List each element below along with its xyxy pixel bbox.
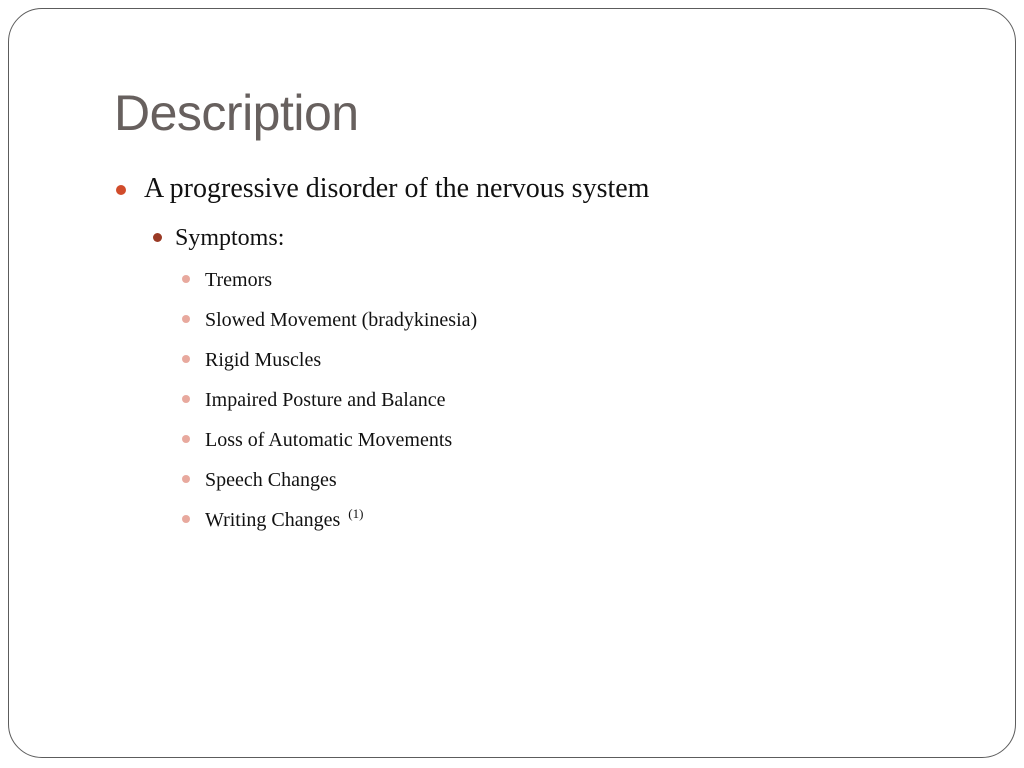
bullet-dot-icon [182,475,190,483]
bullet-symptoms [175,223,284,253]
symptom-text: Slowed Movement (bradykinesia) [205,309,478,331]
bullet-symptoms-text: Symptoms: [175,225,285,251]
bullet-main-text: A progressive disorder of the nervous system [144,173,650,204]
bullet-dot-icon [182,515,190,523]
symptom-item [205,347,321,373]
symptom-item [205,307,477,333]
symptom-item [205,427,452,453]
symptom-text: Tremors [205,269,273,291]
bullet-dot-icon [182,395,190,403]
symptom-item [205,507,363,533]
bullet-main [144,172,649,206]
slide-title: Description [114,85,359,141]
symptom-text: Writing Changes [205,509,341,531]
symptom-text: Impaired Posture and Balance [205,389,446,411]
citation-marker: (1) [348,506,364,522]
bullet-dot-icon [182,275,190,283]
bullet-dot-icon [182,355,190,363]
symptom-text: Speech Changes [205,469,337,491]
bullet-dot-icon [182,435,190,443]
bullet-dot-icon [182,315,190,323]
symptom-item [205,387,445,413]
symptom-item [205,467,337,493]
symptom-item [205,267,272,293]
symptom-text: Rigid Muscles [205,349,322,371]
bullet-dot-icon [116,185,126,195]
bullet-dot-icon [153,233,162,242]
symptom-text: Loss of Automatic Movements [205,429,453,451]
